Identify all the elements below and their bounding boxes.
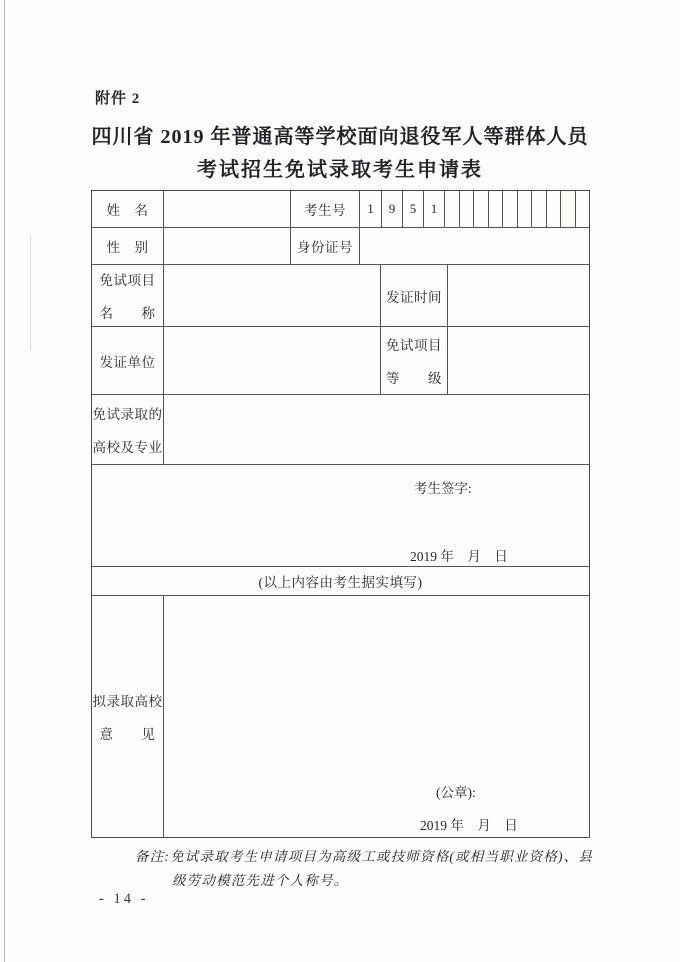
issuing-unit-value-cell — [164, 327, 381, 394]
footnote-remark: 备注:免试录取考生申请项目为高级工或技师资格(或相当职业资格)、县级劳动模范先进个人称号。 — [135, 849, 594, 888]
candidate-no-label: 考生号 — [291, 191, 360, 227]
row-name-candidate-no — [92, 191, 589, 228]
id-number-value-cell — [360, 228, 589, 264]
exempt-item-level-label-line2: 等 级 — [386, 371, 442, 386]
college-opinion-label-line1: 拟录取高校 — [92, 694, 163, 709]
candidate-no-digit-cell — [560, 191, 575, 227]
exempt-item-level-label — [381, 327, 448, 394]
candidate-no-digit-cell: 5 — [402, 191, 423, 227]
college-opinion-value-cell — [164, 596, 589, 837]
admission-college-value-cell — [164, 395, 589, 464]
college-opinion-label-line2: 意 见 — [99, 727, 156, 742]
attachment-label: 附件 2 — [95, 91, 141, 107]
name-label: 姓 名 — [92, 191, 164, 227]
fill-notice-text: (以上内容由考生据实填写) — [258, 575, 423, 590]
row-gender-id — [92, 228, 589, 265]
candidate-signature-date: 2019 年 月 日 — [410, 549, 508, 564]
candidate-no-digit-cell — [546, 191, 561, 227]
name-value-cell — [164, 191, 291, 227]
candidate-no-digit-cell: 9 — [381, 191, 402, 227]
candidate-no-digit-cell: 1 — [423, 191, 444, 227]
id-number-label: 身份证号 — [291, 228, 360, 264]
candidate-no-digit-boxes — [360, 191, 589, 227]
row-issuing-unit — [92, 327, 589, 395]
row-candidate-signature — [92, 465, 589, 567]
issue-time-value-cell — [448, 265, 589, 326]
candidate-no-digit-cell: 1 — [367, 201, 374, 216]
candidate-no-digit-cell — [575, 191, 590, 227]
document-title-line2: 考试招生免试录取考生申请表 — [197, 159, 483, 181]
candidate-no-digit-cell — [502, 191, 517, 227]
exempt-item-name-label-line2: 名 称 — [99, 306, 156, 321]
official-seal-label: (公章): — [436, 785, 476, 800]
application-form-table — [91, 190, 590, 838]
admission-college-label — [92, 395, 164, 464]
issue-time-label: 发证时间 — [381, 265, 448, 326]
scan-smudge-artifact — [30, 235, 31, 350]
candidate-no-digit-cell — [459, 191, 474, 227]
candidate-no-digit-cell — [488, 191, 503, 227]
exempt-item-name-label-line1: 免试项目 — [99, 273, 156, 288]
row-admission-college — [92, 395, 589, 465]
gender-label: 性 别 — [92, 228, 164, 264]
issuing-unit-label: 发证单位 — [92, 327, 164, 394]
candidate-no-digit-cell — [444, 191, 459, 227]
exempt-item-name-value-cell — [164, 265, 381, 326]
row-college-opinion — [92, 596, 589, 837]
college-opinion-date: 2019 年 月 日 — [420, 818, 518, 833]
college-opinion-label — [92, 596, 164, 837]
candidate-no-digit-cell — [517, 191, 532, 227]
candidate-no-digit-cell — [473, 191, 488, 227]
exempt-item-level-label-line1: 免试项目 — [386, 338, 442, 353]
candidate-no-digit-cell — [531, 191, 546, 227]
candidate-signature-label: 考生签字: — [414, 481, 472, 496]
admission-college-label-line2: 高校及专业 — [92, 440, 163, 455]
exempt-item-name-label — [92, 265, 164, 326]
row-fill-notice — [92, 567, 589, 596]
document-title-line1: 四川省 2019 年普通高等学校面向退役军人等群体人员 — [91, 126, 589, 148]
admission-college-label-line1: 免试录取的 — [92, 407, 163, 422]
page-number: - 14 - — [99, 891, 149, 907]
row-exempt-item-name — [92, 265, 589, 327]
gender-value-cell — [164, 228, 291, 264]
exempt-item-level-value-cell — [448, 327, 589, 394]
